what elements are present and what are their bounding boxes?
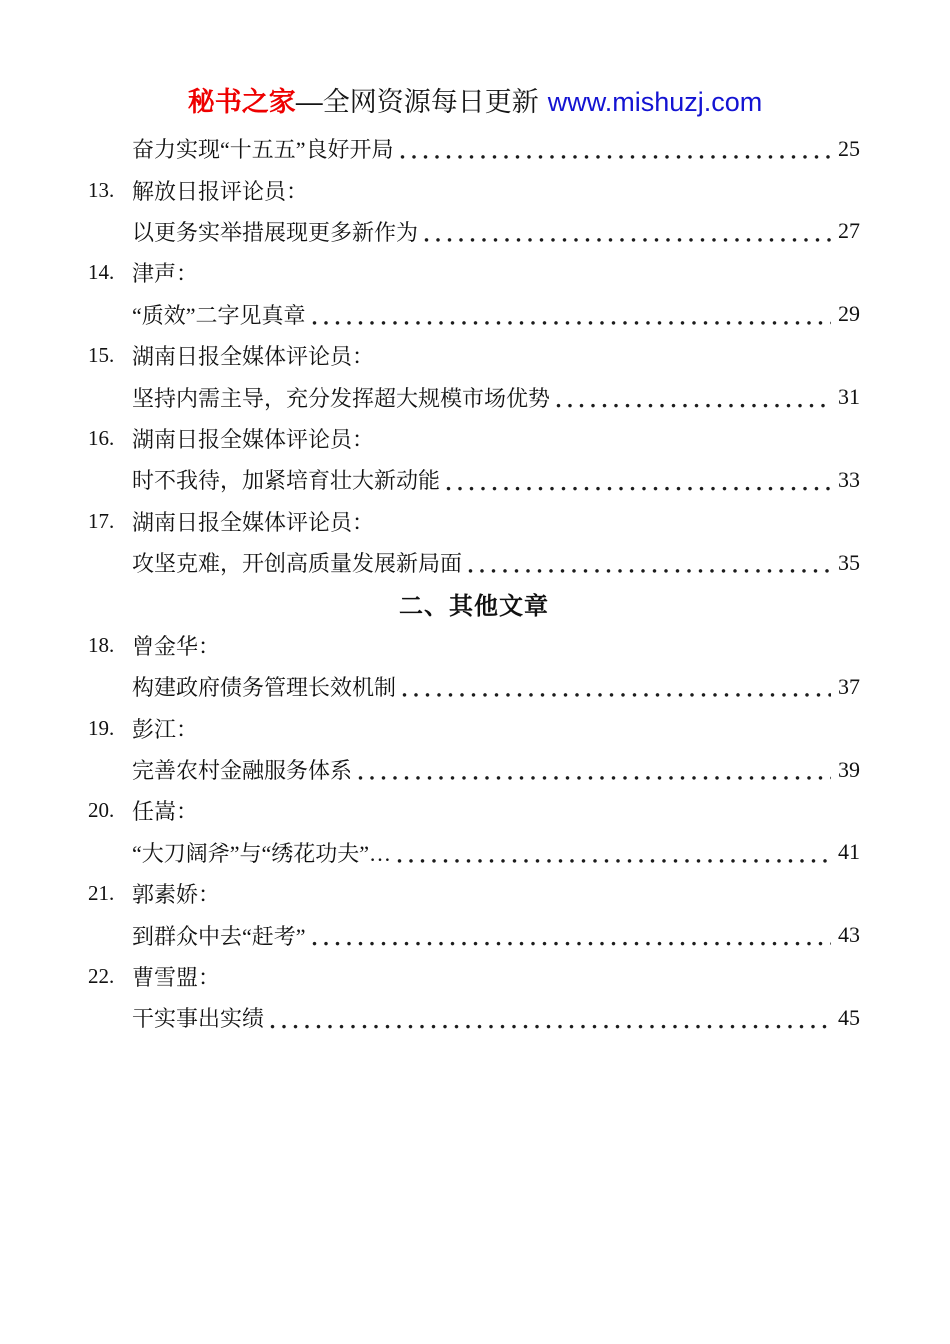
- toc-entry-number: 16.: [88, 425, 115, 450]
- toc-entry-number: 22.: [88, 964, 115, 988]
- dot-leader: [400, 128, 831, 169]
- page-number: 39: [838, 756, 860, 782]
- toc-entry-author-line: [88, 873, 860, 914]
- toc-entry-author-line: [88, 956, 860, 997]
- dot-leader: [312, 914, 831, 955]
- toc-entry-number: 17.: [88, 508, 115, 533]
- page-number: 25: [838, 135, 860, 161]
- toc-entry-title-line: [88, 459, 860, 500]
- table-of-contents: [88, 128, 860, 1039]
- toc-entry-title: 攻坚克难，开创高质量发展新局面: [132, 551, 463, 577]
- section-heading: [88, 583, 860, 624]
- page-number: 35: [838, 549, 860, 575]
- page-number: 31: [838, 384, 860, 410]
- dot-leader: [312, 294, 831, 335]
- toc-entry-title: 构建政府债务管理长效机制: [132, 675, 397, 701]
- toc-entry-author-line: [88, 707, 860, 748]
- toc-entry-number: 19.: [88, 715, 115, 740]
- page-number: 45: [838, 1004, 860, 1030]
- toc-entry-number: 15.: [88, 343, 115, 368]
- toc-entry-author: 解放日报评论员：: [132, 178, 309, 204]
- toc-entry-title-line: [88, 542, 860, 583]
- toc-entry-author: 郭素娇：: [132, 882, 221, 908]
- toc-entry-title-line: [88, 294, 860, 335]
- dot-leader: [446, 459, 831, 500]
- toc-entry-title: 干实事出实绩: [132, 1006, 265, 1032]
- toc-entry-author: 曾金华：: [132, 633, 221, 659]
- toc-entry-title: 到群众中去“赶考”: [132, 923, 306, 949]
- toc-entry-author: 湖南日报全媒体评论员：: [132, 426, 375, 452]
- toc-entry-number: 13.: [88, 177, 115, 202]
- page-number: 29: [838, 301, 860, 327]
- toc-entry-author: 津声：: [132, 261, 199, 287]
- toc-entry-author-line: [88, 501, 860, 542]
- toc-entry-title-line: [88, 376, 860, 417]
- toc-entry-title: 以更务实举措展现更多新作为: [132, 219, 419, 245]
- toc-entry-title: 完善农村金融服务体系: [132, 758, 353, 784]
- toc-entry-number: 21.: [88, 881, 115, 906]
- site-url-link[interactable]: www.mishuzj.com: [547, 87, 763, 117]
- dot-leader: [556, 376, 831, 417]
- toc-entry-author: 曹雪盟：: [132, 965, 221, 990]
- toc-entry-author-line: [88, 335, 860, 376]
- toc-entry-author-line: [88, 625, 860, 666]
- toc-entry-title-line: [88, 666, 860, 707]
- page-number: 27: [838, 218, 860, 244]
- toc-entry-title: 坚持内需主导，充分发挥超大规模市场优势: [132, 385, 551, 411]
- toc-entry-author-line: [88, 252, 860, 293]
- toc-entry-title-line: [88, 749, 860, 790]
- section-heading-text: 二、其他文章: [399, 593, 549, 621]
- toc-entry-number: 18.: [88, 632, 115, 657]
- dot-leader: [358, 749, 831, 790]
- page-number: 41: [838, 839, 860, 865]
- toc-entry-title: 时不我待，加紧培育壮大新动能: [132, 468, 441, 494]
- toc-entry-title-line: [88, 128, 860, 169]
- toc-entry-title: “质效”二字见真章: [132, 302, 306, 328]
- toc-entry-title-line: [88, 211, 860, 252]
- toc-entry-author: 湖南日报全媒体评论员：: [132, 509, 375, 535]
- page-number: 37: [838, 673, 860, 699]
- page-number: 43: [838, 922, 860, 948]
- toc-entry-title-line: [88, 914, 860, 955]
- toc-entry-author-line: [88, 169, 860, 210]
- dot-leader: [424, 211, 831, 252]
- toc-entry-author-line: [88, 790, 860, 831]
- toc-entry-author: 彭江：: [132, 716, 199, 742]
- dot-leader: [397, 832, 831, 873]
- toc-entry-author-line: [88, 418, 860, 459]
- toc-entry-title-line: [88, 832, 860, 873]
- brand-text: 秘书之家: [187, 87, 296, 117]
- toc-entry-title-line: [88, 997, 860, 1038]
- dot-leader: [468, 542, 831, 583]
- page-header: [0, 0, 950, 120]
- dot-leader: [270, 997, 831, 1038]
- toc-entry-author: 任嵩：: [132, 799, 199, 825]
- toc-entry-title: 奋力实现“十五五”良好开局: [132, 137, 394, 163]
- header-tagline: —全网资源每日更新: [295, 87, 539, 117]
- page-number: 33: [838, 466, 860, 492]
- dot-leader: [402, 666, 831, 707]
- toc-entry-title: “大刀阔斧”与“绣花功夫”…: [132, 840, 392, 866]
- toc-entry-author: 湖南日报全媒体评论员：: [132, 344, 375, 370]
- toc-entry-number: 14.: [88, 260, 115, 285]
- toc-entry-number: 20.: [88, 798, 115, 823]
